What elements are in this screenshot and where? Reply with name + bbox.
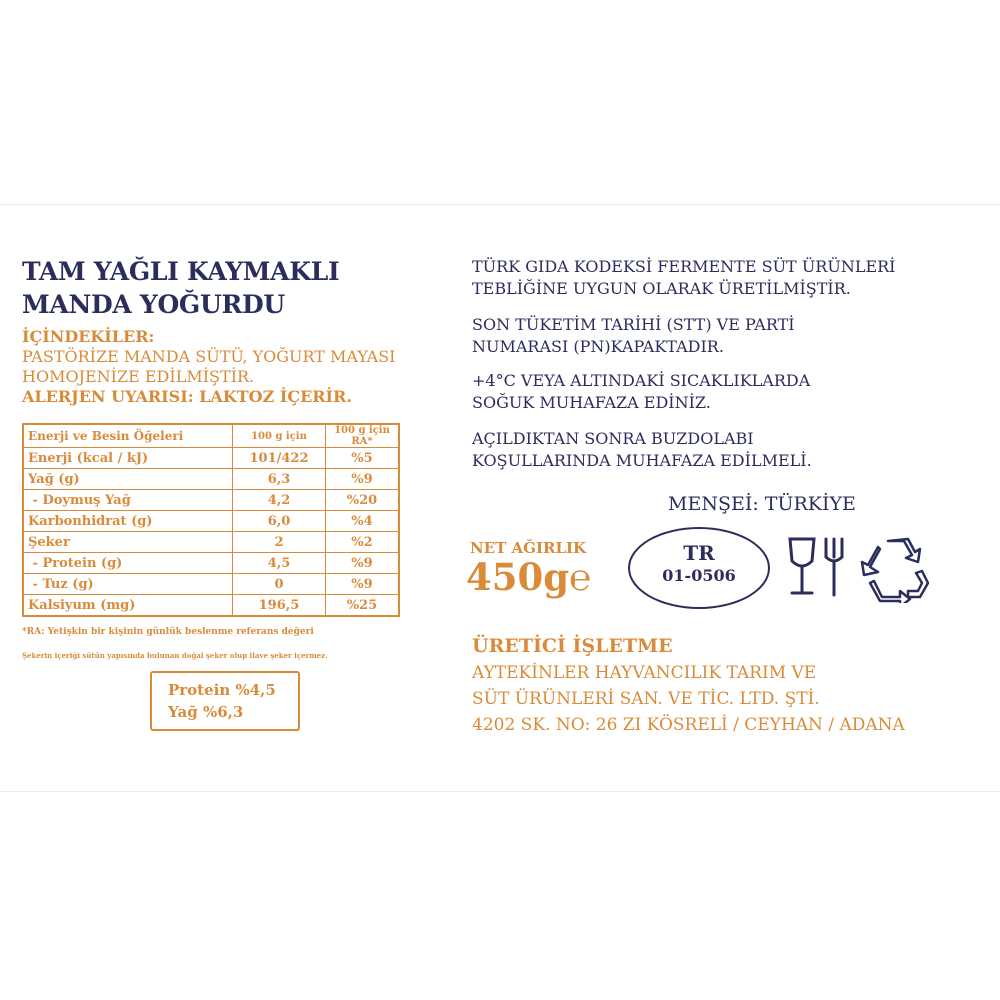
net-weight-value: 450g℮ — [466, 555, 592, 599]
table-header: 100 g için RA* — [326, 424, 400, 448]
sugar-footnote: Şekerin içeriği sütün yapısında bulunan doğal şeker olup ilave şeker içermez. — [22, 651, 328, 660]
table-header: 100 g için — [233, 424, 326, 448]
title-line-2: MANDA YOĞURDU — [22, 290, 285, 319]
table-row — [23, 469, 399, 490]
allergen-warning: ALERJEN UYARISI: LAKTOZ İÇERİR. — [22, 387, 352, 406]
nutrient-value: 101/422 — [233, 448, 326, 469]
title-line-1: TAM YAĞLI KAYMAKLI — [22, 257, 340, 286]
nutrient-name: - Doymuş Yağ — [23, 490, 233, 511]
approval-oval — [628, 527, 770, 609]
nutrient-name: Enerji (kcal / kJ) — [23, 448, 233, 469]
nutrient-value: 0 — [233, 574, 326, 595]
nutrient-value: 6,0 — [233, 511, 326, 532]
nutrient-value: 196,5 — [233, 595, 326, 617]
product-label — [0, 204, 1000, 792]
table-row — [23, 532, 399, 553]
ra-footnote: *RA: Yetişkin bir kişinin günlük beslenme referans değeri — [22, 627, 314, 637]
nutrient-name: Kalsiyum (mg) — [23, 595, 233, 617]
recycle-icon — [860, 535, 932, 603]
nutrient-value: 4,2 — [233, 490, 326, 511]
ingredients-line-1: PASTÖRİZE MANDA SÜTÜ, YOĞURT MAYASI — [22, 347, 396, 366]
opened-line-1: AÇILDIKTAN SONRA BUZDOLABI — [472, 429, 754, 448]
nutrient-name: Şeker — [23, 532, 233, 553]
codex-line-2: TEBLİĞİNE UYGUN OLARAK ÜRETİLMİŞTİR. — [472, 279, 851, 298]
nutrient-value: 2 — [233, 532, 326, 553]
codex-line-1: TÜRK GIDA KODEKSİ FERMENTE SÜT ÜRÜNLERİ — [472, 257, 896, 276]
nutrient-name: - Tuz (g) — [23, 574, 233, 595]
table-header: Enerji ve Besin Öğeleri — [23, 424, 233, 448]
nutrient-ra: %9 — [326, 553, 400, 574]
ingredients-heading: İÇİNDEKİLER: — [22, 327, 155, 346]
producer-address: 4202 SK. NO: 26 ZI KÖSRELİ / CEYHAN / ADANA — [472, 715, 905, 735]
nutrient-name: Yağ (g) — [23, 469, 233, 490]
storage-line-2: SOĞUK MUHAFAZA EDİNİZ. — [472, 393, 711, 412]
approval-code: 01-0506 — [662, 566, 736, 585]
nutrient-ra: %25 — [326, 595, 400, 617]
producer-line-2: SÜT ÜRÜNLERİ SAN. VE TİC. LTD. ŞTİ. — [472, 689, 820, 709]
stt-line-2: NUMARASI (PN)KAPAKTADIR. — [472, 337, 724, 356]
nutrient-name: Karbonhidrat (g) — [23, 511, 233, 532]
table-row — [23, 553, 399, 574]
nutrient-ra: %20 — [326, 490, 400, 511]
table-row — [23, 448, 399, 469]
nutrition-claim-box — [150, 671, 300, 731]
table-row — [23, 574, 399, 595]
nutrient-ra: %5 — [326, 448, 400, 469]
nutrient-ra: %9 — [326, 574, 400, 595]
net-weight-label: NET AĞIRLIK — [470, 539, 587, 557]
protein-claim: Protein %4,5 — [168, 681, 276, 699]
nutrient-ra: %9 — [326, 469, 400, 490]
table-header-row — [23, 424, 399, 448]
storage-line-1: +4°C VEYA ALTINDAKİ SICAKLIKLARDA — [472, 371, 811, 390]
nutrient-value: 6,3 — [233, 469, 326, 490]
origin-text: MENŞEİ: TÜRKİYE — [668, 493, 856, 515]
opened-line-2: KOŞULLARINDA MUHAFAZA EDİLMELİ. — [472, 451, 812, 470]
table-row — [23, 490, 399, 511]
nutrient-value: 4,5 — [233, 553, 326, 574]
nutrient-name: - Protein (g) — [23, 553, 233, 574]
product-title — [22, 255, 339, 321]
producer-heading: ÜRETİCİ İŞLETME — [472, 635, 673, 657]
ingredients-line-2: HOMOJENİZE EDİLMİŞTİR. — [22, 367, 255, 386]
approval-country: TR — [683, 541, 715, 565]
nutrition-table — [22, 423, 400, 617]
fat-claim: Yağ %6,3 — [168, 703, 244, 721]
table-row — [23, 595, 399, 617]
nutrient-ra: %4 — [326, 511, 400, 532]
table-row — [23, 511, 399, 532]
nutrient-ra: %2 — [326, 532, 400, 553]
glass-fork-icon — [784, 535, 848, 599]
stt-line-1: SON TÜKETİM TARİHİ (STT) VE PARTİ — [472, 315, 795, 334]
producer-line-1: AYTEKİNLER HAYVANCILIK TARIM VE — [472, 663, 817, 683]
